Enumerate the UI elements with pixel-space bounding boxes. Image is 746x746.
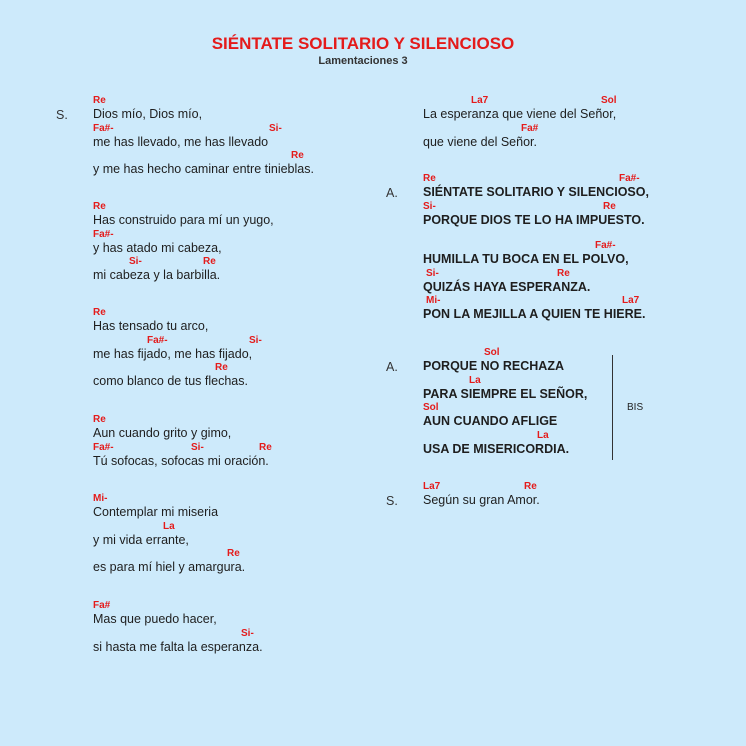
chord: La7 (471, 95, 489, 106)
repeat-marker: BIS (627, 402, 644, 413)
stanza-label-assembly: A. (386, 360, 398, 374)
lyric-text: AUN CUANDO AFLIGE (423, 414, 558, 428)
chord: Re (93, 201, 106, 212)
chord: Re (603, 200, 616, 212)
chord: Si- (129, 256, 142, 267)
chord: Sol (601, 95, 617, 106)
chord: Sol (484, 347, 500, 358)
lyric-text: mi cabeza y la barbilla. (93, 268, 221, 282)
lyric-text: PARA SIEMPRE EL SEÑOR, (423, 386, 588, 401)
lyric-text: y me has hecho caminar entre tinieblas. (93, 162, 314, 176)
repeat-bracket (612, 355, 613, 460)
chord: Re (93, 414, 106, 425)
lyric-text: y mi vida errante, (93, 532, 189, 547)
chord: Re (291, 150, 304, 161)
lyric-text: Has construido para mí un yugo, (93, 213, 274, 227)
chord: La7 (423, 481, 441, 492)
song-subtitle: Lamentaciones 3 (318, 55, 408, 67)
chord: Fa# (521, 122, 539, 134)
chord: Si- (269, 122, 282, 134)
chord: Re (227, 548, 240, 559)
lyric-text: que viene del Señor. (423, 134, 537, 149)
chord: Re (93, 307, 106, 318)
stanza-label-soloist: S. (56, 108, 68, 122)
lyric-text: PON LA MEJILLA A QUIEN TE HIERE. (423, 307, 646, 321)
chord: La (469, 374, 481, 386)
lyric-text: me has fijado, me has fijado, (93, 346, 253, 361)
chord: Fa#- (93, 122, 114, 134)
chord: Si- (249, 334, 262, 346)
lyric-text: es para mí hiel y amargura. (93, 560, 246, 574)
lyric-text: Aun cuando grito y gimo, (93, 426, 232, 440)
chord: Mi- (93, 493, 108, 504)
lyric-text: Mas que puedo hacer, (93, 612, 217, 626)
stanza-label-assembly: A. (386, 186, 398, 200)
chord: La (163, 520, 175, 532)
chord: Re (259, 441, 272, 453)
lyric-text: Contemplar mi miseria (93, 505, 219, 519)
lyric-text: Dios mío, Dios mío, (93, 107, 203, 121)
lyric-text: USA DE MISERICORDIA. (423, 441, 570, 456)
chord: Si- (423, 200, 436, 212)
chord: Fa#- (147, 334, 168, 346)
chord: Si- (426, 267, 439, 279)
chord: Re (557, 267, 570, 279)
chord: Re (215, 362, 228, 373)
chord: Re (93, 95, 106, 106)
chord: Re (203, 256, 216, 267)
lyric-text: y has atado mi cabeza, (93, 240, 222, 255)
chord: La7 (622, 295, 640, 306)
lyric-text: QUIZÁS HAYA ESPERANZA. (423, 279, 591, 294)
lyric-text: SIÉNTATE SOLITARIO Y SILENCIOSO, (423, 185, 649, 199)
lyric-text: si hasta me falta la esperanza. (93, 639, 263, 654)
song-title: SIÉNTATE SOLITARIO Y SILENCIOSO (211, 34, 515, 53)
chord: Si- (191, 441, 204, 453)
stanza-label-soloist: S. (386, 494, 398, 508)
lyric-text: Has tensado tu arco, (93, 319, 209, 333)
chord: Fa#- (93, 228, 114, 240)
chord: Sol (423, 402, 439, 413)
lyric-text: PORQUE NO RECHAZA (423, 359, 564, 373)
lyric-text: Según su gran Amor. (423, 493, 540, 507)
lyric-text: PORQUE DIOS TE LO HA IMPUESTO. (423, 212, 645, 227)
lyric-text: La esperanza que viene del Señor, (423, 107, 617, 121)
lyric-text: Tú sofocas, sofocas mi oración. (93, 453, 269, 468)
lyric-text: como blanco de tus flechas. (93, 374, 248, 388)
lyric-text: HUMILLA TU BOCA EN EL POLVO, (423, 252, 629, 266)
chord: Si- (241, 627, 254, 639)
chord: La (537, 429, 549, 441)
chord: Re (524, 481, 537, 492)
chord: Fa#- (93, 441, 114, 453)
chord: Fa#- (619, 173, 640, 184)
lyric-text: me has llevado, me has llevado (93, 134, 269, 149)
chord: Fa#- (595, 240, 616, 251)
chord: Re (423, 173, 436, 184)
chord: Fa# (93, 600, 111, 611)
chord: Mi- (426, 295, 441, 306)
